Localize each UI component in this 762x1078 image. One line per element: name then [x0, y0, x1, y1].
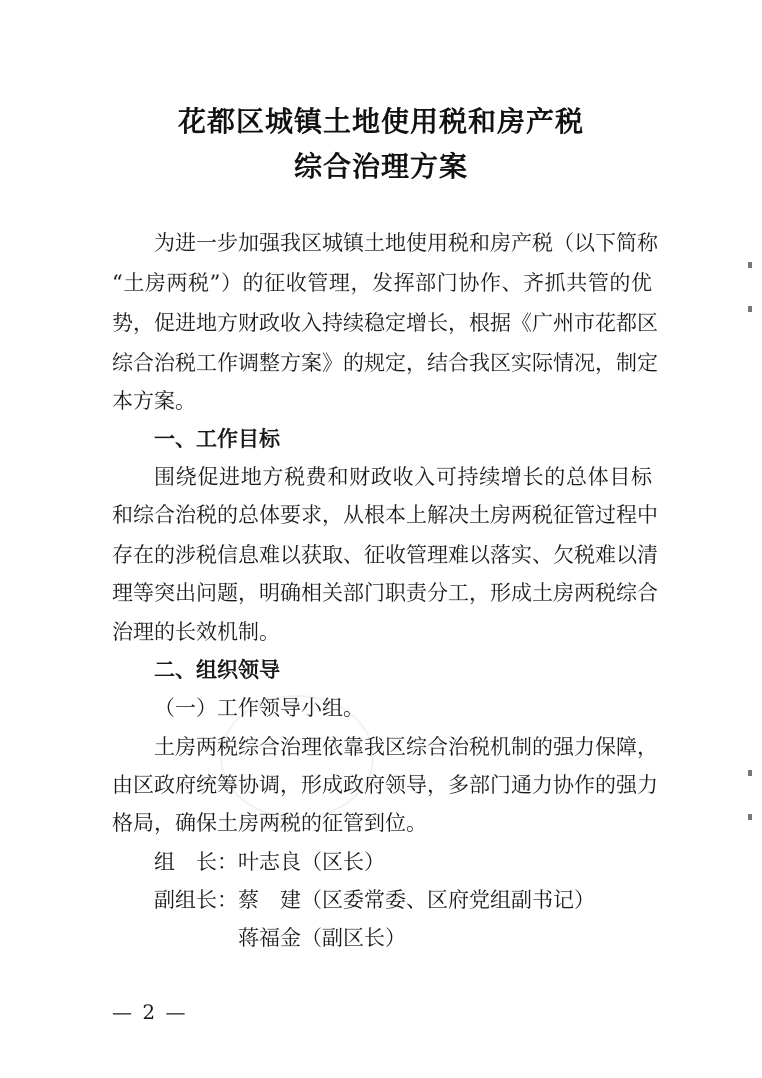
roster-leader: 组 长：叶志良（区长）: [154, 850, 385, 874]
section-1-line-1: 围绕促进地方税费和财政收入可持续增长的总体目标: [154, 465, 652, 489]
subsection-1-line-2: 由区政府统筹协调，形成政府领导，多部门通力协作的强力: [112, 773, 658, 797]
roster-deputy-1: 副组长：蔡 建（区委常委、区府党组副书记）: [154, 888, 595, 912]
intro-line-4: 综合治税工作调整方案》的规定，结合我区实际情况，制定: [112, 351, 658, 375]
section-1-heading: 一、工作目标: [154, 426, 280, 451]
roster-deputy-2: 蒋福金（副区长）: [238, 926, 406, 950]
binding-mark: [748, 770, 752, 776]
subsection-1-line-3: 格局，确保土房两税的征管到位。: [112, 811, 427, 835]
subsection-1-heading: （一）工作领导小组。: [154, 696, 364, 720]
section-2-heading: 二、组织领导: [154, 657, 280, 682]
page-number: — 2 —: [112, 1000, 188, 1024]
section-1-line-2: 和综合治税的总体要求，从根本上解决土房两税征管过程中: [112, 503, 658, 527]
section-1-line-4: 理等突出问题，明确相关部门职责分工，形成土房两税综合: [112, 581, 658, 605]
intro-line-5: 本方案。: [112, 389, 196, 413]
section-1-line-3: 存在的涉税信息难以获取、征收管理难以落实、欠税难以清: [112, 543, 658, 567]
binding-mark: [748, 814, 752, 820]
section-1-line-5: 治理的长效机制。: [112, 620, 280, 644]
intro-line-3: 势，促进地方财政收入持续稳定增长，根据《广州市花都区: [112, 311, 658, 335]
binding-mark: [748, 306, 752, 312]
document-title-line-1: 花都区城镇土地使用税和房产税: [177, 105, 584, 138]
document-title-line-2: 综合治理方案: [293, 150, 468, 183]
binding-mark: [748, 262, 752, 268]
intro-line-2: “土房两税”）的征收管理，发挥部门协作、齐抓共管的优: [112, 271, 652, 295]
subsection-1-line-1: 土房两税综合治理依靠我区综合治税机制的强力保障，: [154, 735, 658, 759]
intro-line-1: 为进一步加强我区城镇土地使用税和房产税（以下简称: [154, 231, 658, 255]
